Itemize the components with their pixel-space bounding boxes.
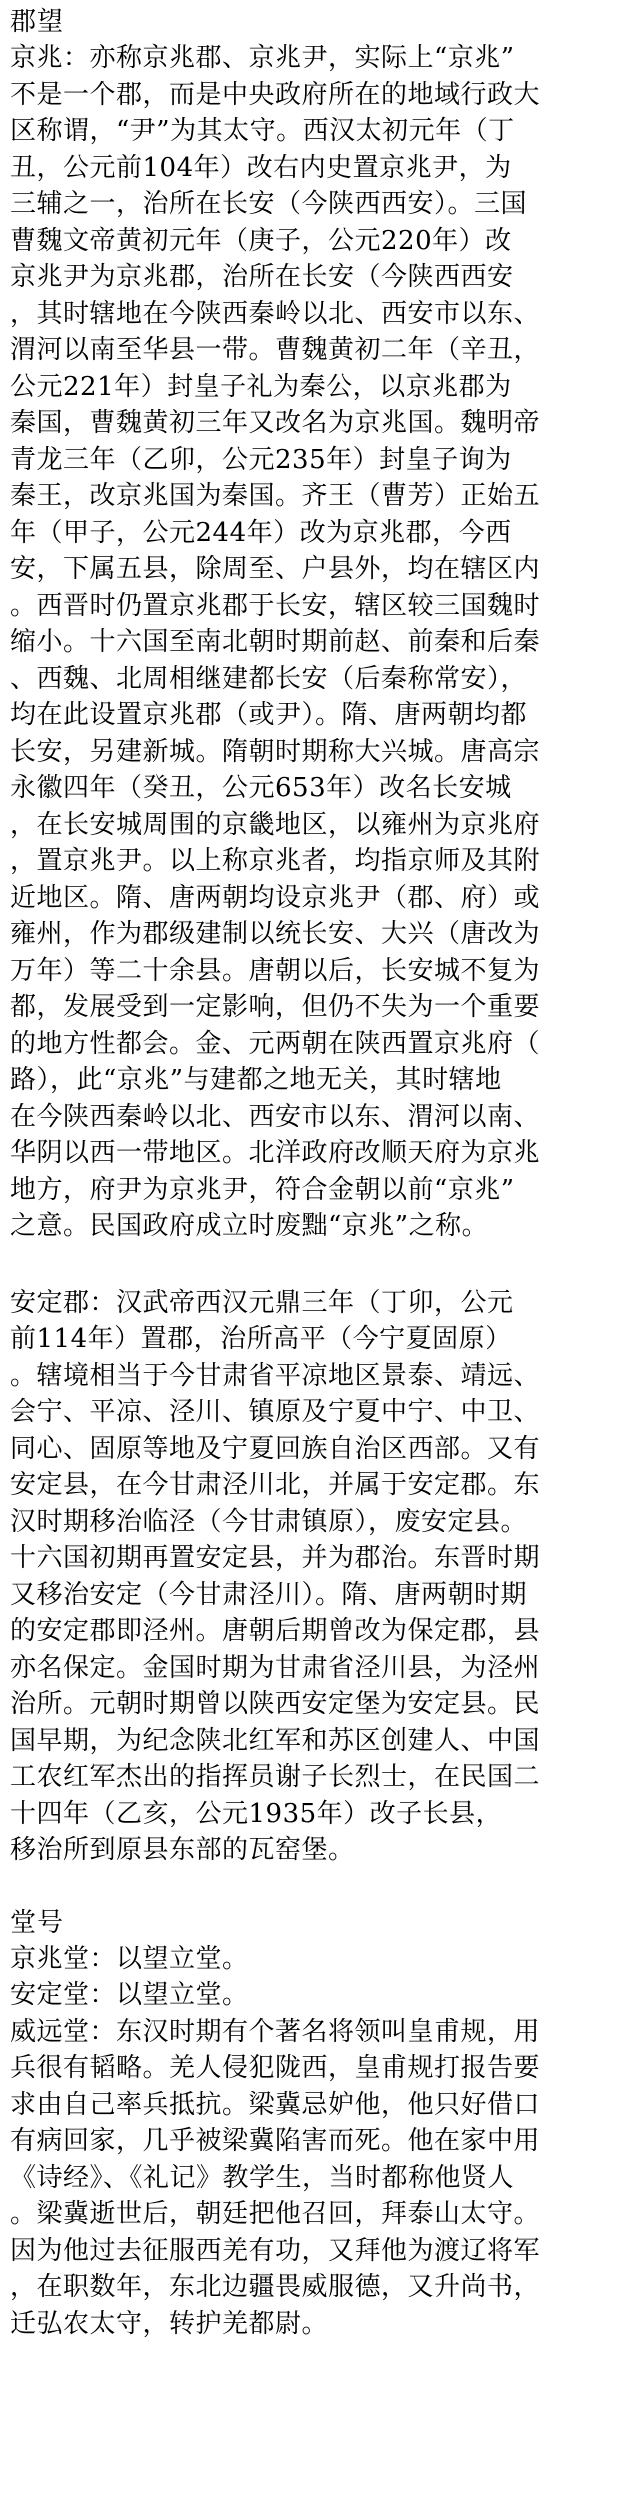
text-line: 在今陕西秦岭以北、西安市以东、渭河以南、 [10,1101,541,1132]
text-line: 会宁、平凉、泾川、镇原及宁夏中宁、中卫、 [10,1397,541,1427]
text-line: 万年）等二十余县。唐朝以后，长安城不复为 [10,955,541,986]
text-line: 的地方性都会。金、元两朝在陕西置京兆府（ [10,1028,541,1059]
text-line: 。辖境相当于今甘肃省平凉地区景泰、靖远、 [10,1360,541,1391]
text-line: 汉时期移治临泾（今甘肃镇原），废安定县。 [10,1506,528,1537]
paragraph-tanghao [10,1941,630,2343]
text-line: 都，发展受到一定影响，但仍不失为一个重要 [10,992,541,1022]
text-line: 渭河以南至华县一带。曹魏黄初二年（辛丑， [10,335,541,365]
text-line: 《诗经》、《礼记》教学生，当时都称他贤人 [10,2162,515,2193]
text-line: 迁弘农太守，转护羌都尉。 [10,2308,329,2339]
text-line: 。梁冀逝世后，朝廷把他召回，拜泰山太守。 [10,2199,541,2229]
text-line: ，在长安城周围的京畿地区，以雍州为京兆府 [10,809,541,840]
text-line: 三辅之一，治所在长安（今陕西西安）。三国 [10,189,528,219]
text-line: 安定郡：汉武帝西汉元鼎三年（丁卯，公元 [10,1287,514,1318]
text-line: 十六国初期再置安定县，并为郡治。东晋时期 [10,1543,541,1573]
text-line: 有病回家，几乎被梁冀陷害而死。他在家中用 [10,2126,541,2156]
text-line: 京兆：亦称京兆郡、京兆尹，实际上“京兆” [10,43,515,73]
text-line: 工农红军杰出的指挥员谢子长烈士，在民国二 [10,1762,541,1792]
text-line: 长安，另建新城。隋朝时期称大兴城。唐高宗 [10,736,541,767]
text-line: 兵很有韬略。羌人侵犯陇西，皇甫规打报告要 [10,2053,541,2083]
text-line: 之意。民国政府成立时废黜“京兆”之称。 [10,1211,489,1241]
text-line: 同心、固原等地及宁夏回族自治区西部。又有 [10,1433,541,1464]
text-line: 秦王，改京兆国为秦国。齐王（曹芳）正始五 [10,481,541,511]
text-line: 公元221年）封皇子礼为秦公，以京兆郡为 [10,371,512,402]
text-line: 安定堂：以望立堂。 [10,1980,249,2010]
section-spacer [10,1869,630,1905]
text-line: 不是一个郡，而是中央政府所在的地域行政大 [10,79,541,110]
text-line: 丑，公元前104年）改右内史置京兆尹，为 [10,152,512,183]
text-line: 的安定郡即泾州。唐朝后期曾改为保定郡，县 [10,1616,541,1646]
paragraph-jingzhao [10,40,630,1245]
text-line: ，置京兆尹。以上称京兆者，均指京师及其附 [10,846,541,876]
text-line: 安定县，在今甘肃泾川北，并属于安定郡。东 [10,1470,541,1500]
text-line: 缩小。十六国至南北朝时期前赵、前秦和后秦 [10,627,541,657]
text-line: 近地区。隋、唐两朝均设京兆尹（郡、府）或 [10,882,541,913]
paragraph-anding [10,1285,630,1869]
text-line: 移治所到原县东部的瓦窑堡。 [10,1835,355,1865]
text-line: 秦国，曹魏黄初三年又改名为京兆国。魏明帝 [10,408,541,438]
text-line: 路），此“京兆”与建都之地无关，其时辖地 [10,1065,502,1095]
text-line: 威远堂：东汉时期有个著名将领叫皇甫规，用 [10,2016,541,2047]
text-line: ，在职数年，东北边疆畏威服德，又升尚书， [10,2272,541,2302]
text-line: 又移治安定（今甘肃泾川）。隋、唐两朝时期 [10,1579,528,1610]
text-line: ，其时辖地在今陕西秦岭以北、西安市以东、 [10,298,541,329]
text-line: 华阴以西一带地区。北洋政府改顺天府为京兆 [10,1138,541,1168]
text-line: 求由自己率兵抵抗。梁冀忌妒他，他只好借口 [10,2089,541,2120]
text-line: 因为他过去征服西羌有功，又拜他为渡辽将军 [10,2235,541,2266]
text-line: 永徽四年（癸丑，公元653年）改名长安城 [10,773,512,803]
text-line: 地方，府尹为京兆尹，符合金朝以前“京兆” [10,1174,515,1205]
section-title-tanghao: 堂号 [10,1907,65,1938]
text-line: 国早期，为纪念陕北红军和苏区创建人、中国 [10,1725,541,1756]
text-line: 治所。元朝时期曾以陕西安定堡为安定县。民 [10,1689,541,1719]
section-title-junwang: 郡望 [10,7,65,37]
text-line: 京兆堂：以望立堂。 [10,1943,249,1974]
text-line: 区称谓，“尹”为其太守。西汉太初元年（丁 [10,116,515,146]
text-line: 安，下属五县，除周至、户县外，均在辖区内 [10,554,541,584]
text-line: 十四年（乙亥，公元1935年）改子长县， [10,1798,503,1829]
text-line: 。西晋时仍置京兆郡于长安，辖区较三国魏时 [10,590,541,621]
text-line: 雍州，作为郡级建制以统长安、大兴（唐改为 [10,919,541,949]
text-line: 均在此设置京兆郡（或尹）。隋、唐两朝均都 [10,700,528,730]
text-line: 亦名保定。金国时期为甘肃省泾川县，为泾州 [10,1652,541,1683]
paragraph-spacer [10,1245,630,1285]
text-line: 年（甲子，公元244年）改为京兆郡，今西 [10,517,512,548]
text-line: 前114年）置郡，治所高平（今宁夏固原） [10,1324,512,1354]
text-line: 青龙三年（乙卯，公元235年）封皇子询为 [10,444,512,475]
text-line: 曹魏文帝黄初元年（庚子，公元220年）改 [10,225,512,256]
text-line: 京兆尹为京兆郡，治所在长安（今陕西西安 [10,262,514,292]
text-line: 、西魏、北周相继建都长安（后秦称常安）， [10,663,528,694]
